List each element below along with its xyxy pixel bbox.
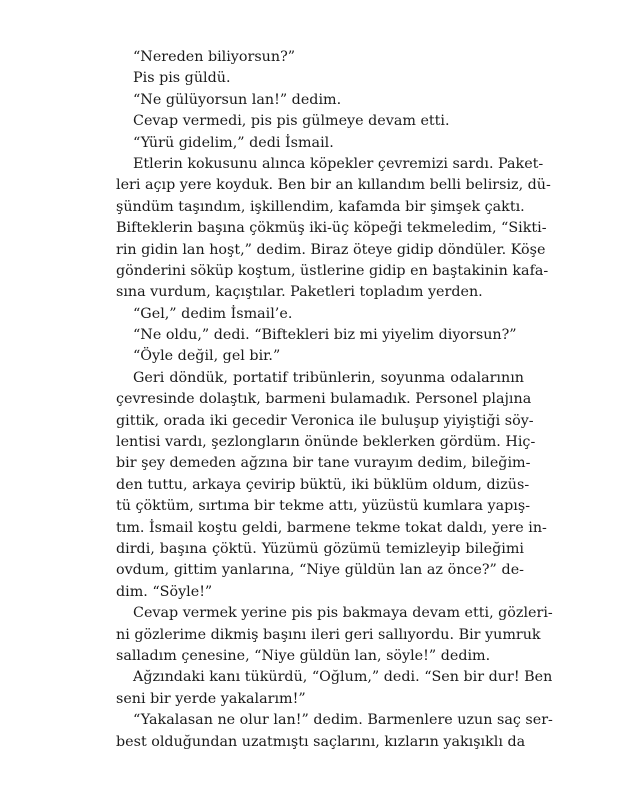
text-line: dirdi, başına çöktü. Yüzümü gözümü temizleyip bileğimi [116,540,524,557]
text-line: lentisi vardı, şezlongların önünde beklerken gördüm. Hiç- [116,434,536,451]
text-line: sına vurdum, kaçıştılar. Paketleri topladım yerden. [116,284,483,301]
text-line: bir şey demeden ağzına bir tane vurayım dedim, bileğim- [116,455,531,472]
text-line: “Öyle değil, gel bir.” [133,348,281,365]
text-line: best olduğundan uzatmıştı saçlarını, kızların yakışıklı da [116,733,526,750]
paragraph [116,304,524,325]
paragraph [116,346,524,367]
text-line: “Yakalasan ne olur lan!” dedim. Barmenlere uzun saç ser- [133,712,553,729]
paragraph [116,90,524,111]
paragraph [116,133,524,154]
text-line: “Ne gülüyorsun lan!” dedim. [133,91,342,108]
text-line: “Ne oldu,” dedi. “Biftekleri biz mi yiyelim diyorsun?” [133,327,517,344]
text-line: leri açıp yere koyduk. Ben bir an kıllandım belli belirsiz, dü- [116,177,551,194]
text-line: seni bir yerde yakalarım!” [116,690,306,707]
text-line: Bifteklerin başına çökmüş iki-üç köpeği tekmeledim, “Sikti- [116,220,547,237]
text-line: tım. İsmail koştu geldi, barmene tekme tokat daldı, yere in- [116,519,547,536]
paragraph [116,47,524,68]
text-line: tü çöktüm, sırtıma bir tekme attı, yüzüstü kumlara yapış- [116,498,531,515]
paragraph [116,603,553,667]
text-line: şündüm taşındım, işkillendim, kafamda bir şimşek çaktı. [116,198,525,215]
text-line: salladım çenesine, “Niye güldün lan, söyle!” dedim. [116,647,491,664]
text-line: ovdum, gittim yanlarına, “Niye güldün lan az önce?” de- [116,562,524,579]
text-line: Etlerin kokusunu alınca köpekler çevremizi sardı. Paket- [133,155,544,172]
text-line: “Gel,” dedim İsmail’e. [133,305,293,322]
body-text [116,47,553,753]
text-line: ni gözlerime dikmiş başını ileri geri sallıyordu. Bir yumruk [116,626,541,643]
paragraph [116,368,547,603]
paragraph [116,667,553,710]
text-line: çevresinde dolaştık, barmeni bulamadık. Personel plajına [116,391,532,408]
text-line: Geri döndük, portatif tribünlerin, soyunma odalarının [133,369,524,386]
text-line: gittik, orada iki gecedir Veronica ile buluşup yiyiştiği söy- [116,412,534,429]
text-line: Pis pis güldü. [133,70,231,87]
text-line: “Yürü gidelim,” dedi İsmail. [133,134,334,151]
text-line: “Nereden biliyorsun?” [133,49,296,65]
text-line: dim. “Söyle!” [116,583,213,600]
text-line: rin gidin lan hoşt,” dedim. Biraz öteye gidip döndüler. Köşe [116,241,546,258]
paragraph [116,111,524,132]
paragraph [116,154,551,304]
text-line: Cevap vermek yerine pis pis bakmaya devam etti, gözleri- [133,605,553,622]
paragraph [116,710,553,753]
text-line: Ağzındaki kanı tükürdü, “Oğlum,” dedi. “Sen bir dur! Ben [133,669,553,686]
text-line: gönderini söküp koştum, üstlerine gidip en baştakinin kafa- [116,262,549,279]
paragraph [116,325,524,346]
paragraph [116,68,524,89]
text-line: Cevap vermedi, pis pis gülmeye devam etti. [133,113,450,130]
text-line: den tuttu, arkaya çevirip büktü, iki büklüm oldum, dizüs- [116,476,530,493]
